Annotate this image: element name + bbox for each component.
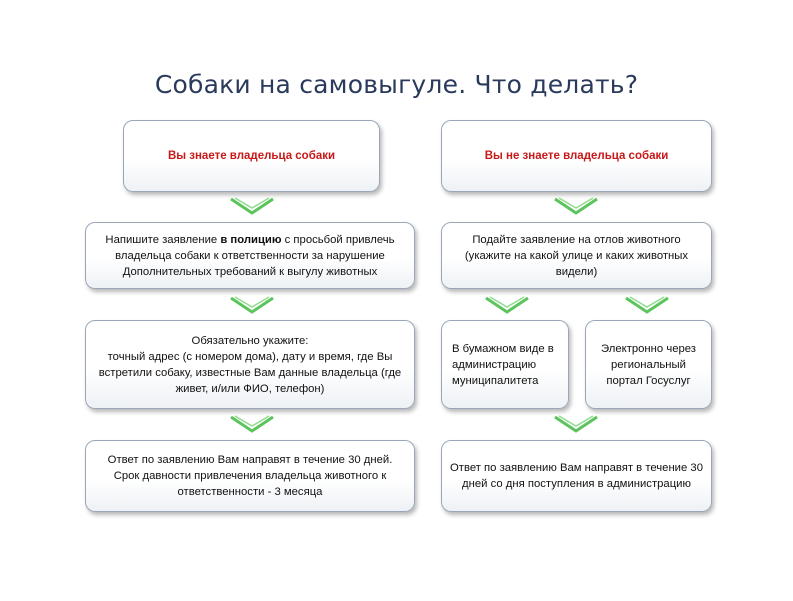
box-owner-unknown-label: Вы не знаете владельца собаки xyxy=(484,150,669,162)
must-specify-details: точный адрес (с номером дома), дату и время, где Вы встретили собаку, известные Вам данные владельца (где живет, и/или ФИО, телефон) xyxy=(98,350,402,395)
chevron-down-icon xyxy=(553,196,599,216)
left-result-text: Ответ по заявлению Вам направят в течение 30 дней. Срок давности привлечения владельца животного к ответственности - 3 месяца xyxy=(107,454,393,498)
chevron-down-icon xyxy=(484,295,530,315)
chevron-down-icon xyxy=(229,295,275,315)
box-must-specify xyxy=(85,320,415,409)
page-title: Собаки на самовыгуле. Что делать? xyxy=(154,70,639,99)
box-owner-known-label: Вы знаете владельца собаки xyxy=(167,150,336,162)
box-owner-known xyxy=(123,120,380,192)
chevron-down-icon xyxy=(229,414,275,434)
box-electronic-submission xyxy=(585,320,712,409)
electronic-submission-text: Электронно через региональный портал Госуслуг xyxy=(601,342,696,387)
chevron-down-icon xyxy=(624,295,670,315)
box-catch-request xyxy=(441,222,712,289)
catch-request-text: Подайте заявление на отлов животного (укажите на какой улице и каких животных видели) xyxy=(464,233,689,278)
box-write-police-text: Напишите заявление в полицию с просьбой привлечь владельца собаки к ответственности за нарушение Дополнительных требований к выгулу животных xyxy=(105,233,395,278)
box-owner-unknown xyxy=(441,120,712,192)
box-write-police xyxy=(85,222,415,289)
box-right-result xyxy=(441,440,712,512)
must-specify-heading: Обязательно укажите: xyxy=(191,334,309,347)
box-paper-submission xyxy=(441,320,569,409)
chevron-down-icon xyxy=(229,196,275,216)
paper-submission-text: В бумажном виде в администрацию муниципалитета xyxy=(452,342,554,387)
chevron-down-icon xyxy=(553,414,599,434)
box-left-result xyxy=(85,440,415,512)
right-result-text: Ответ по заявлению Вам направят в течение 30 дней со дня поступления в администрацию xyxy=(450,462,703,490)
